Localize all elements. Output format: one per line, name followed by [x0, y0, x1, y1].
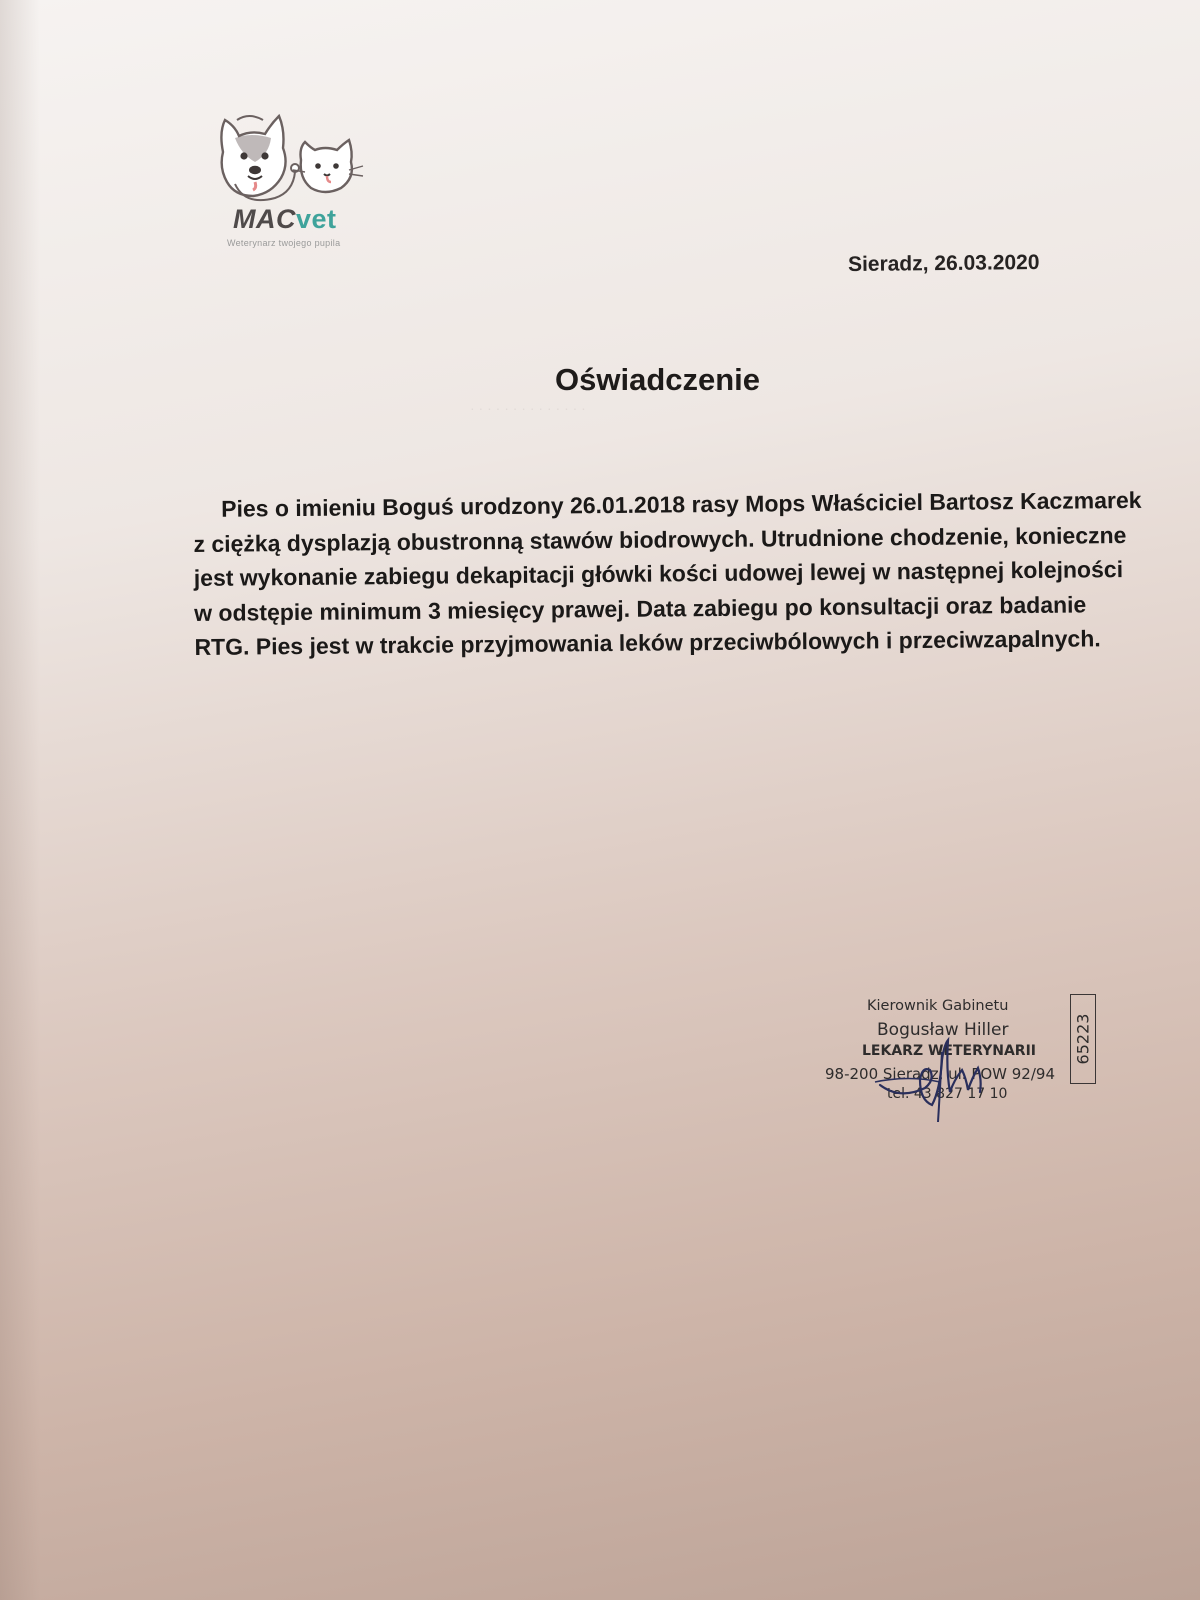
- bleed-through-text: · · · · · · · · · · · · · ·: [470, 400, 586, 416]
- logo-brand-vet: vet: [296, 204, 337, 234]
- place-date: Sieradz, 26.03.2020: [847, 250, 1040, 277]
- stamp-license-number: 65223: [1073, 1013, 1093, 1065]
- document-title: Oświadczenie: [555, 362, 761, 397]
- stamp-address: 98-200 Sieradz, ul. POW 92/94: [825, 1065, 1055, 1083]
- handwritten-signature: [870, 1030, 1020, 1125]
- logo-brand-mac: MAC: [233, 204, 296, 234]
- stamp-role: Kierownik Gabinetu: [867, 998, 1009, 1014]
- dog-and-cat-icon: [215, 112, 370, 207]
- clinic-logo: [215, 112, 370, 257]
- document-body: Pies o imieniu Boguś urodzony 26.01.2018 rasy Mops Właściciel Bartosz Kaczmarek z ciężką dysplazją obustronną stawów biodrowych. Utrudnione chodzenie, konieczne jest wykonanie zabiegu dekapitacji główki kości udowej lewej w następnej kolejności w odstępie minimum 3 miesięcy prawej. Data zabiegu po konsultacji oraz badanie RTG. Pies jest w trakcie przyjmowania leków przeciwbólowych i przeciwzapalnych.: [193, 486, 1142, 660]
- stamp-phone: tel. 43 827 17 10: [887, 1086, 1008, 1102]
- stamp-title: LEKARZ WETERYNARII: [862, 1043, 1036, 1059]
- page-edge-shadow: [0, 0, 40, 1600]
- logo-tagline: Weterynarz twojego pupila: [227, 238, 341, 248]
- logo-wordmark: [233, 204, 337, 235]
- stamp-license-box: [1070, 994, 1096, 1084]
- stamp-name: Bogusław Hiller: [877, 1020, 1009, 1040]
